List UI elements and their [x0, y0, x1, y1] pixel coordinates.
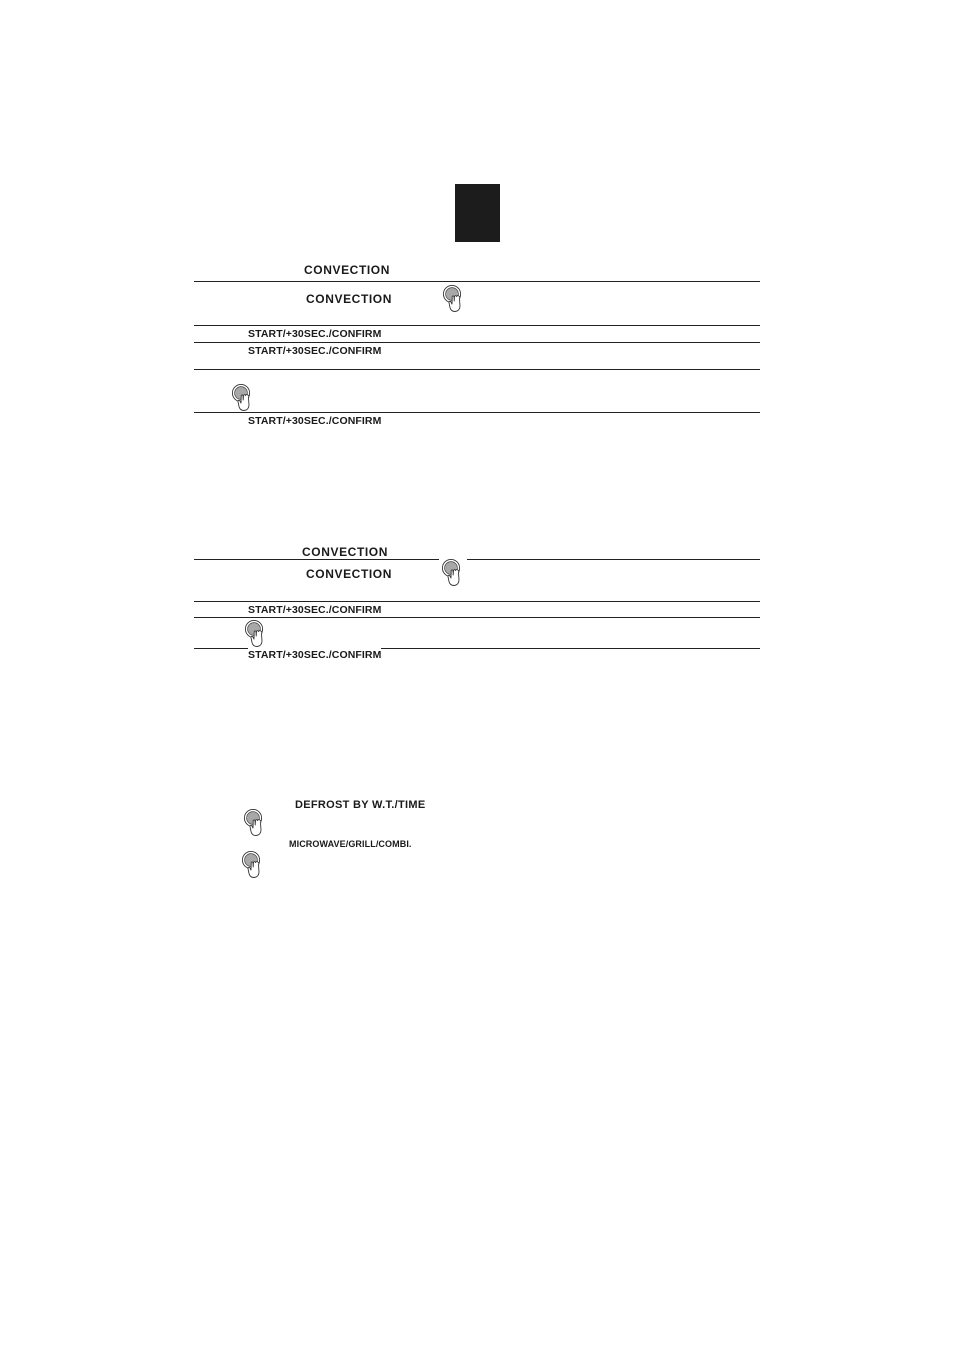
dial-knob-hand-icon [243, 619, 269, 649]
section-tab-marker [455, 184, 500, 242]
divider [194, 342, 760, 343]
dial-knob-hand-icon [242, 808, 268, 838]
convection-header-label: CONVECTION [302, 545, 389, 559]
divider [381, 648, 760, 649]
dial-knob-hand-icon [240, 850, 266, 880]
divider [194, 617, 760, 618]
divider [194, 601, 760, 602]
divider [194, 648, 248, 649]
defrost-by-weight-time-label: DEFROST BY W.T./TIME [295, 799, 426, 811]
divider [194, 369, 760, 370]
dial-knob-hand-icon [440, 558, 466, 588]
divider [194, 559, 439, 560]
start-confirm-label: START/+30SEC./CONFIRM [248, 415, 382, 427]
convection-step-label: CONVECTION [306, 567, 393, 581]
divider [194, 281, 760, 282]
convection-step-label: CONVECTION [306, 292, 393, 306]
dial-knob-hand-icon [230, 383, 256, 413]
dial-knob-hand-icon [441, 284, 467, 314]
microwave-grill-combi-label: MICROWAVE/GRILL/COMBI. [289, 839, 412, 849]
divider [194, 325, 760, 326]
start-confirm-label: START/+30SEC./CONFIRM [248, 604, 382, 616]
divider [194, 412, 760, 413]
convection-header-label: CONVECTION [304, 263, 391, 277]
start-confirm-label: START/+30SEC./CONFIRM [248, 328, 382, 340]
divider [467, 559, 760, 560]
start-confirm-label: START/+30SEC./CONFIRM [248, 345, 382, 357]
start-confirm-label: START/+30SEC./CONFIRM [248, 649, 382, 661]
